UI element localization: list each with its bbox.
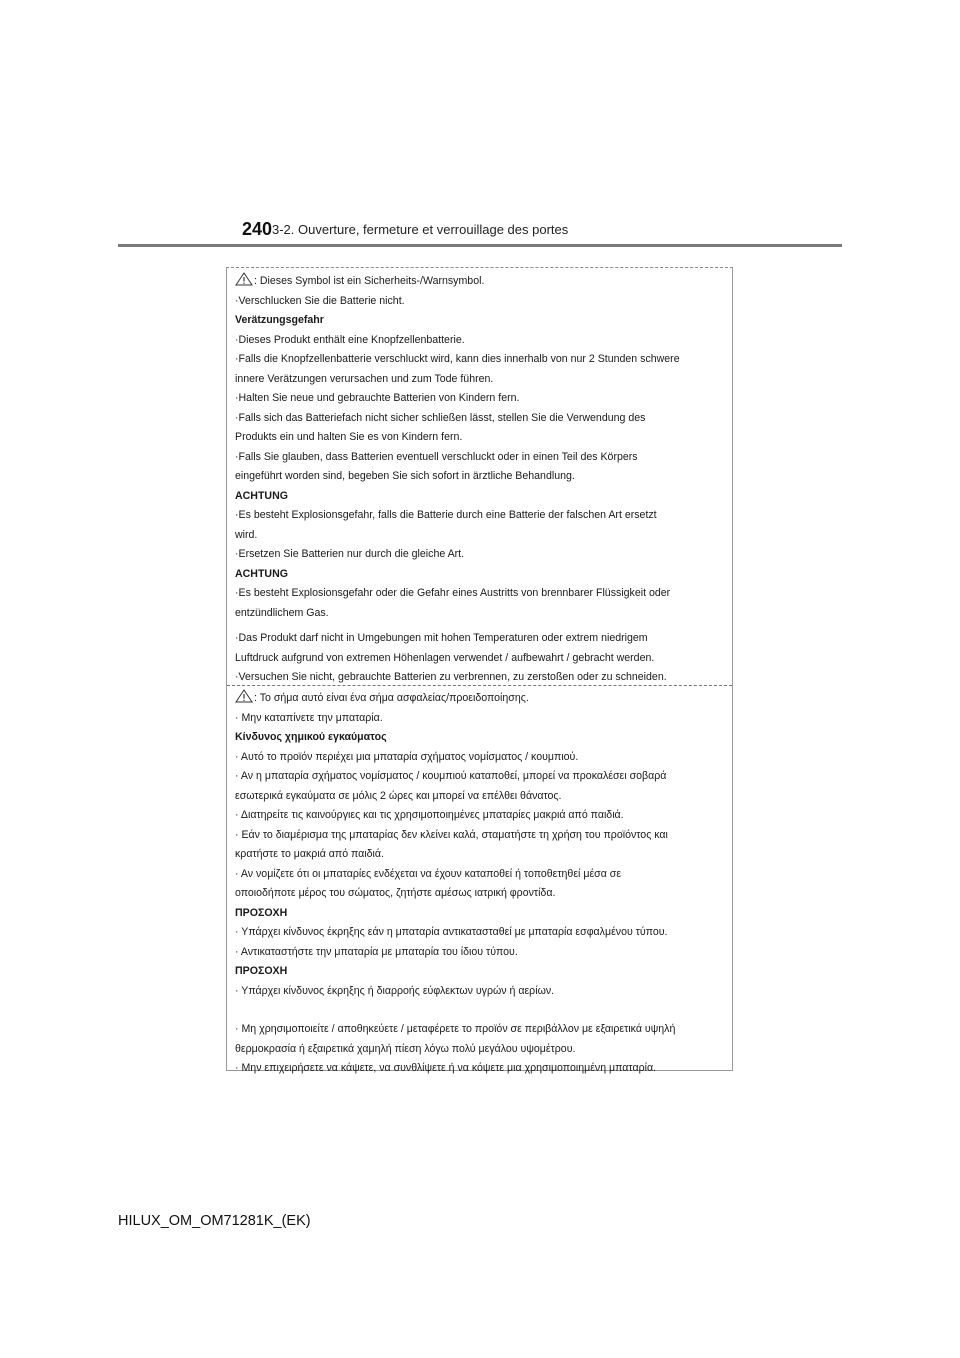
line-text: entzündlichem Gas. bbox=[235, 606, 329, 619]
text-line bbox=[235, 787, 726, 807]
text-line bbox=[235, 845, 726, 865]
line-text: : Το σήμα αυτό είναι ένα σήμα ασφαλείας/προειδοποίησης. bbox=[254, 692, 529, 704]
warning-heading bbox=[235, 565, 726, 585]
warning-heading bbox=[235, 311, 726, 331]
line-text: ·Verschlucken Sie die Batterie nicht. bbox=[235, 294, 405, 307]
line-text: Verätzungsgefahr bbox=[235, 314, 324, 326]
warning-heading bbox=[235, 904, 726, 924]
text-line bbox=[235, 428, 726, 448]
text-line bbox=[235, 943, 726, 963]
text-line bbox=[235, 1059, 726, 1079]
line-text: · Υπάρχει κίνδυνος έκρηξης εάν η μπαταρία αντικατασταθεί με μπαταρία εσφαλμένου τύπου. bbox=[235, 926, 668, 938]
paragraph-group bbox=[235, 1020, 726, 1079]
text-line bbox=[235, 389, 726, 409]
line-text: ·Falls sich das Batteriefach nicht sicher schließen lässt, stellen Sie die Verwendung des bbox=[235, 411, 646, 424]
text-line bbox=[235, 292, 726, 312]
line-text: ·Dieses Produkt enthält eine Knopfzellenbatterie. bbox=[235, 333, 465, 346]
text-line bbox=[235, 884, 726, 904]
text-line bbox=[235, 604, 726, 624]
line-text: · Εάν το διαμέρισμα της μπαταρίας δεν κλείνει καλά, σταματήστε τη χρήση του προϊόντος και bbox=[235, 828, 668, 841]
battery-warning-box bbox=[226, 267, 733, 1074]
text-line bbox=[235, 826, 726, 846]
line-text: Κίνδυνος χημικού εγκαύματος bbox=[235, 731, 387, 743]
line-text: κρατήστε το μακριά από παιδιά. bbox=[235, 848, 384, 860]
line-text: ·Halten Sie neue und gebrauchte Batterien von Kindern fern. bbox=[235, 392, 520, 404]
line-text: · Αντικαταστήστε την μπαταρία με μπαταρία του ίδιου τύπου. bbox=[235, 945, 518, 958]
paragraph-group bbox=[235, 629, 726, 688]
header-rule bbox=[118, 244, 842, 247]
line-text: ·Das Produkt darf nicht in Umgebungen mit hohen Temperaturen oder extrem niedrigem bbox=[235, 632, 648, 644]
line-text: εσωτερικά εγκαύματα σε μόλις 2 ώρες και μπορεί να επέλθει θάνατος. bbox=[235, 789, 562, 802]
text-line bbox=[235, 350, 726, 370]
text-line bbox=[235, 865, 726, 885]
warning-section-german bbox=[235, 272, 726, 688]
text-line bbox=[235, 806, 726, 826]
paragraph-group bbox=[235, 272, 726, 623]
text-line bbox=[235, 526, 726, 546]
text-line bbox=[235, 923, 726, 943]
text-line bbox=[235, 545, 726, 565]
text-line bbox=[235, 748, 726, 768]
line-text: innere Verätzungen verursachen und zum Tode führen. bbox=[235, 372, 494, 385]
text-line bbox=[235, 1020, 726, 1040]
text-line bbox=[235, 331, 726, 351]
symbol-legend bbox=[235, 272, 726, 292]
line-text: · Υπάρχει κίνδυνος έκρηξης ή διαρροής εύφλεκτων υγρών ή αερίων. bbox=[235, 984, 555, 997]
text-line bbox=[235, 982, 726, 1002]
line-text: : Dieses Symbol ist ein Sicherheits-/Warnsymbol. bbox=[254, 275, 485, 287]
text-line bbox=[235, 629, 726, 649]
section-divider bbox=[227, 685, 732, 686]
line-text: eingeführt worden sind, begeben Sie sich sofort in ärztliche Behandlung. bbox=[235, 470, 575, 482]
line-text: ·Es besteht Explosionsgefahr, falls die Batterie durch eine Batterie der falschen Art ersetzt bbox=[235, 509, 657, 521]
line-text: οποιοδήποτε μέρος του σώματος, ζητήστε αμέσως ιατρική φροντίδα. bbox=[235, 887, 556, 899]
line-text: · Μην επιχειρήσετε να κάψετε, να συνθλίψετε ή να κόψετε μια χρησιμοποιημένη μπαταρία. bbox=[235, 1062, 657, 1074]
text-line bbox=[235, 767, 726, 787]
line-text: ΠΡΟΣΟΧΗ bbox=[235, 906, 288, 919]
line-text: wird. bbox=[235, 528, 258, 541]
text-line bbox=[235, 709, 726, 729]
line-text: ΠΡΟΣΟΧΗ bbox=[235, 965, 288, 977]
line-text: θερμοκρασία ή εξαιρετικά χαμηλή πίεση λόγω πολύ μεγάλου υψομέτρου. bbox=[235, 1042, 576, 1055]
text-line bbox=[235, 448, 726, 468]
text-line bbox=[235, 467, 726, 487]
text-line bbox=[235, 506, 726, 526]
document-code: HILUX_OM_OM71281K_(EK) bbox=[118, 1213, 311, 1229]
line-text: ACHTUNG bbox=[235, 489, 288, 502]
line-text: Produkts ein und halten Sie es von Kindern fern. bbox=[235, 431, 463, 443]
warning-section-greek bbox=[235, 689, 726, 1079]
warning-heading bbox=[235, 487, 726, 507]
chapter-title: 3-2. Ouverture, fermeture et verrouillage des portes bbox=[272, 222, 569, 237]
text-line bbox=[235, 1040, 726, 1060]
line-text: ·Versuchen Sie nicht, gebrauchte Batterien zu verbrennen, zu zerstoßen oder zu schneiden. bbox=[235, 671, 667, 683]
symbol-legend bbox=[235, 689, 726, 709]
line-text: ·Falls Sie glauben, dass Batterien eventuell verschluckt oder in einen Teil des Körpers bbox=[235, 450, 638, 463]
warning-triangle-icon bbox=[235, 689, 253, 711]
paragraph-group bbox=[235, 689, 726, 1001]
line-text: · Αυτό το προϊόν περιέχει μια μπαταρία σχήματος νομίσματος / κουμπιού. bbox=[235, 750, 579, 763]
line-text: ·Falls die Knopfzellenbatterie verschluckt wird, kann dies innerhalb von nur 2 Stunden schwere bbox=[235, 353, 680, 365]
text-line bbox=[235, 584, 726, 604]
text-line bbox=[235, 649, 726, 669]
text-line bbox=[235, 370, 726, 390]
page-number: 240 bbox=[242, 219, 273, 239]
line-text: Luftdruck aufgrund von extremen Höhenlagen verwendet / aufbewahrt / gebracht werden. bbox=[235, 651, 655, 664]
warning-triangle-icon bbox=[235, 272, 253, 294]
warning-heading bbox=[235, 728, 726, 748]
text-line bbox=[235, 409, 726, 429]
line-text: · Μη χρησιμοποιείτε / αποθηκεύετε / μεταφέρετε το προϊόν σε περιβάλλον με εξαιρετικά υψηλή bbox=[235, 1023, 676, 1035]
line-text: · Μην καταπίνετε την μπαταρία. bbox=[235, 711, 383, 724]
warning-heading bbox=[235, 962, 726, 982]
line-text: · Αν νομίζετε ότι οι μπαταρίες ενδέχεται να έχουν καταποθεί ή τοποθετηθεί μέσα σε bbox=[235, 867, 622, 880]
line-text: ·Es besteht Explosionsgefahr oder die Gefahr eines Austritts von brennbarer Flüssigkeit oder bbox=[235, 587, 671, 599]
line-text: · Διατηρείτε τις καινούργιες και τις χρησιμοποιημένες μπαταρίες μακριά από παιδιά. bbox=[235, 809, 624, 821]
line-text: ACHTUNG bbox=[235, 567, 288, 580]
line-text: ·Ersetzen Sie Batterien nur durch die gleiche Art. bbox=[235, 548, 465, 560]
line-text: · Αν η μπαταρία σχήματος νομίσματος / κουμπιού καταποθεί, μπορεί να προκαλέσει σοβαρά bbox=[235, 770, 667, 782]
